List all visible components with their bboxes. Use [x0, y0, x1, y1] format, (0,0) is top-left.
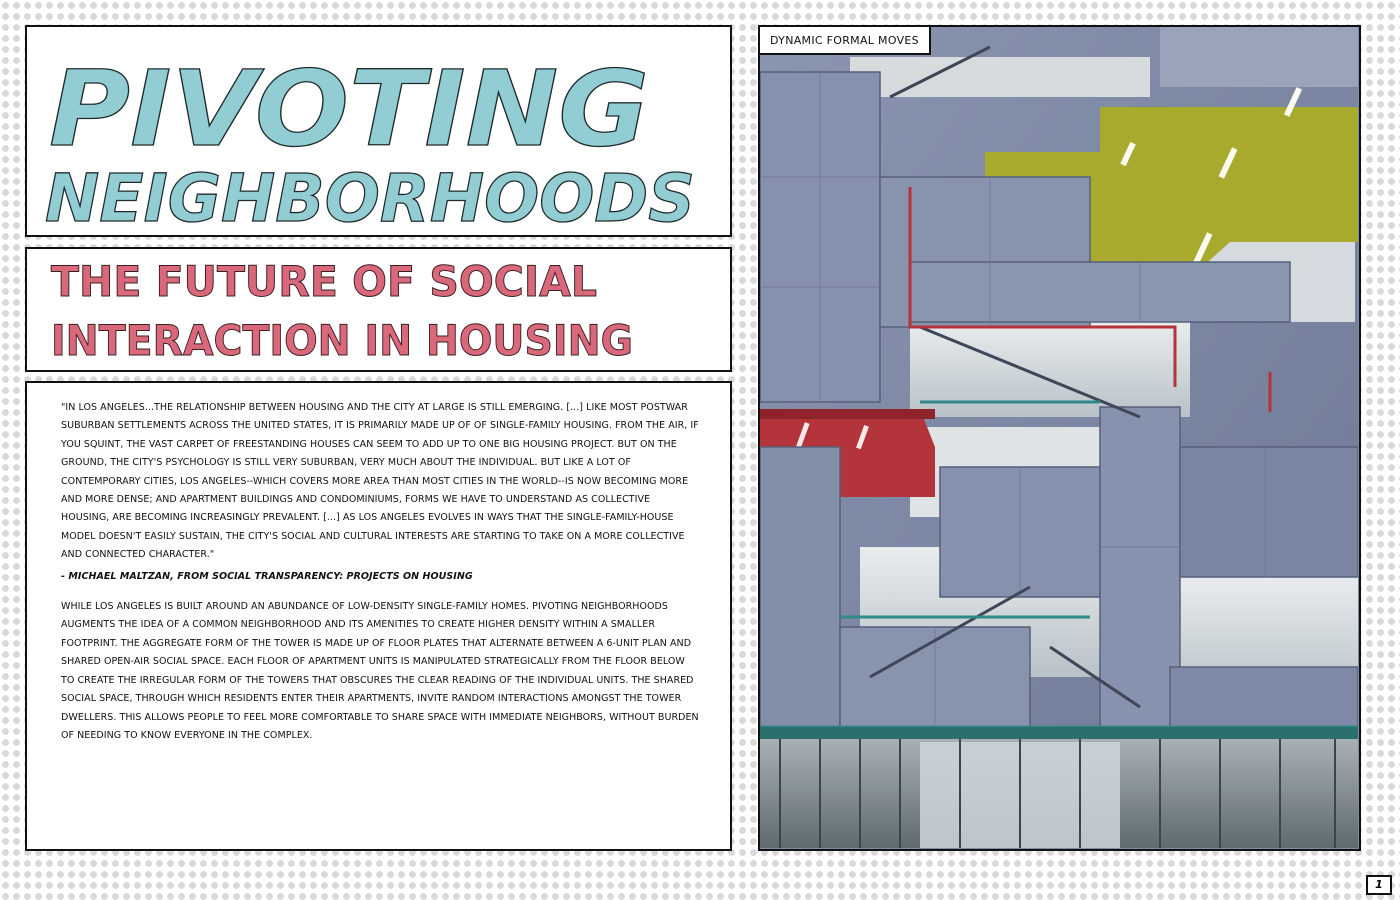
subtitle-line-2: INTERACTION IN HOUSING: [51, 316, 633, 365]
subtitle-line-1: THE FUTURE OF SOCIAL: [51, 257, 597, 306]
body-text-panel: [25, 381, 732, 851]
quote-text: "IN LOS ANGELES...THE RELATIONSHIP BETWEEN HOUSING AND THE CITY AT LARGE IS STILL EMERGING. [...] LIKE MOST POSTWAR SUBURBAN SETTLEMENTS ACROSS THE UNITED STATES, IT IS PRIMARILY MADE UP OF OF SINGLE-FAMILY HOUSING. FROM THE AIR, IF YOU SQUINT, THE VAST CARPET OF FREESTANDING HOUSES CAN SEEM TO ADD UP TO ONE BIG HOUSING PROJECT. BUT ON THE GROUND, THE CITY'S PSYCHOLOGY IS STILL VERY SUBURBAN, VERY MUCH ABOUT THE INDIVIDUAL. BUT LIKE A LOT OF CONTEMPORARY CITIES, LOS ANGELES--WHICH COVERS MORE AREA THAN MOST CITIES IN THE WORLD--IS NOW BECOMING MORE AND MORE DENSE; AND APARTMENT BUILDINGS AND CONDOMINIUMS, FORMS WE HAVE TO UNDERSTAND AS COLLECTIVE HOUSING, ARE BECOMING INCREASINGLY PREVALENT. [...] AS LOS ANGELES EVOLVES IN WAYS THAT THE SINGLE-FAMILY-HOUSE MODEL DOESN'T EASILY SUSTAIN, THE CITY'S SOCIAL AND CULTURAL INTERESTS ARE STARTING TO TAKE ON A MORE COLLECTIVE AND CONNECTED CHARACTER.": [61, 402, 699, 561]
image-caption: DYNAMIC FORMAL MOVES: [760, 27, 931, 55]
architectural-rendering: [760, 27, 1358, 848]
subtitle-panel: [25, 247, 732, 372]
title-panel: [25, 25, 732, 237]
body-text: [61, 399, 701, 745]
title-line-2: NEIGHBORHOODS: [45, 160, 695, 234]
quote-attribution: - MICHAEL MALTZAN, FROM SOCIAL TRANSPARENCY: PROJECTS ON HOUSING: [61, 570, 473, 582]
page-number: 1: [1366, 875, 1392, 895]
title-line-1: PIVOTING: [49, 48, 649, 170]
title-graphic: [27, 27, 729, 234]
description-paragraph: WHILE LOS ANGELES IS BUILT AROUND AN ABUNDANCE OF LOW-DENSITY SINGLE-FAMILY HOMES. PIVOTING NEIGHBORHOODS AUGMENTS THE IDEA OF A COMMON NEIGHBORHOOD AND ITS AMENITIES TO CREATE HIGHER DENSITY WITHIN A SMALLER FOOTPRINT. THE AGGREGATE FORM OF THE TOWER IS MADE UP OF FLOOR PLATES THAT ALTERNATE BETWEEN A 6-UNIT PLAN AND SHARED OPEN-AIR SOCIAL SPACE. EACH FLOOR OF APARTMENT UNITS IS MANIPULATED STRATEGICALLY FROM THE FLOOR BELOW TO CREATE THE IRREGULAR FORM OF THE TOWERS THAT OBSCURES THE CLEAR READING OF THE INDIVIDUAL UNITS. THE SHARED SOCIAL SPACE, THROUGH WHICH RESIDENTS ENTER THEIR APARTMENTS, INVITE RANDOM INTERACTIONS AMONGST THE TOWER DWELLERS. THIS ALLOWS PEOPLE TO FEEL MORE COMFORTABLE TO SHARE SPACE WITH IMMEDIATE NEIGHBORS, WITHOUT BURDEN OF NEEDING TO KNOW EVERYONE IN THE COMPLEX.: [61, 601, 699, 741]
rendering-panel: [758, 25, 1361, 851]
subtitle-graphic: [27, 249, 729, 369]
